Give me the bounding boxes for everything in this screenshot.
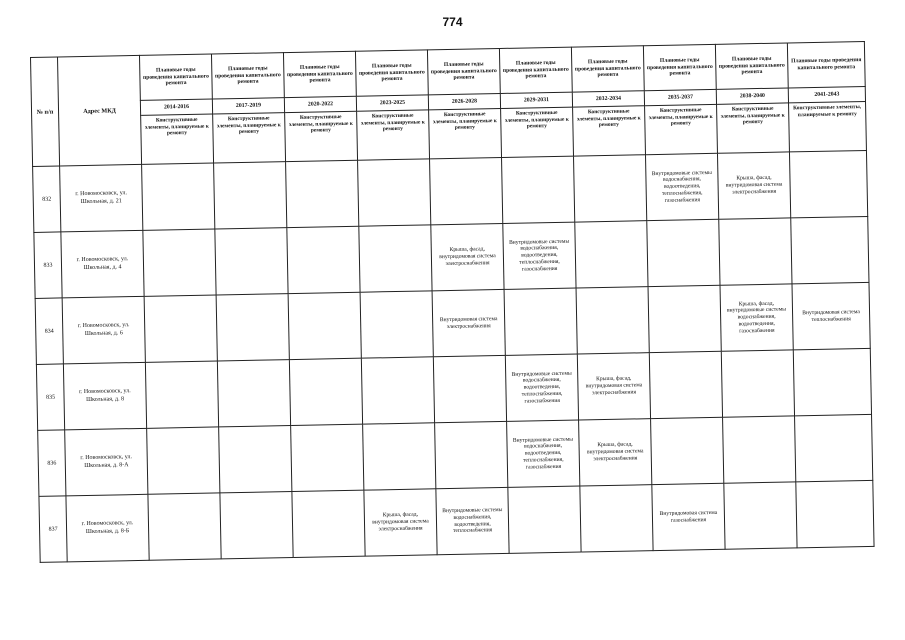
header-elements: Конструктивные элементы, планируемые к ремонту bbox=[717, 103, 790, 153]
table-cell bbox=[215, 228, 288, 295]
repair-schedule-table-wrapper bbox=[30, 41, 874, 563]
table-cell: Крыша, фасад, внутридомовые системы водоснабжения, водоотведения, газоснабжения bbox=[720, 284, 793, 351]
header-years: 2017-2019 bbox=[212, 98, 284, 114]
table-cell bbox=[361, 357, 434, 424]
header-elements: Конструктивные элементы, планируемые к ремонту bbox=[357, 110, 430, 160]
table-cell bbox=[795, 414, 873, 481]
table-cell: Крыша, фасад, внутридомовая система электроснабжения bbox=[364, 489, 437, 556]
header-period-title: Плановые годы проведения капитального ремонта bbox=[787, 41, 865, 87]
table-cell bbox=[789, 150, 867, 217]
table-cell bbox=[147, 427, 220, 494]
row-address: г. Новомосковск, ул. Школьная, д. 8 bbox=[63, 362, 146, 430]
header-elements: Конструктивные элементы, планируемые к ремонту bbox=[429, 108, 502, 158]
table-cell bbox=[292, 490, 365, 557]
header-period-title: Плановые годы проведения капитального ремонта bbox=[571, 46, 644, 92]
row-number: 832 bbox=[33, 166, 61, 233]
table-cell bbox=[435, 421, 508, 488]
table-cell: Внутридомовые системы водоснабжения, водоотведения, теплоснабжения bbox=[436, 487, 509, 554]
header-period-title: Плановые годы проведения капитального ремонта bbox=[643, 44, 716, 90]
row-address: г. Новомосковск, ул. Школьная, д. 4 bbox=[61, 230, 144, 298]
header-period-title: Плановые годы проведения капитального ремонта bbox=[355, 50, 428, 96]
table-cell: Внутридомовые системы водоснабжения, водоотведения, теплоснабжения, газоснабжения bbox=[505, 354, 578, 421]
table-cell: Внутридомовые системы водоснабжения, водоотведения, теплоснабжения, газоснабжения bbox=[645, 153, 718, 220]
header-years: 2020-2022 bbox=[284, 96, 356, 112]
table-cell bbox=[791, 216, 869, 283]
header-years: 2032-2034 bbox=[572, 91, 644, 107]
header-period-title: Плановые годы проведения капитального ремонта bbox=[427, 48, 500, 94]
table-cell bbox=[719, 218, 792, 285]
table-cell bbox=[576, 287, 649, 354]
table-cell bbox=[430, 157, 503, 224]
header-years: 2023-2025 bbox=[356, 95, 428, 111]
table-cell bbox=[291, 424, 364, 491]
header-elements: Конструктивные элементы, планируемые к ремонту bbox=[645, 104, 718, 154]
table-cell bbox=[144, 295, 217, 362]
header-number: № п/п bbox=[31, 57, 60, 166]
table-cell: Внутридомовые системы водоснабжения, водоотведения, теплоснабжения, газоснабжения bbox=[507, 420, 580, 487]
repair-schedule-table bbox=[30, 41, 875, 563]
header-period-title: Плановые годы проведения капитального ремонта bbox=[139, 54, 212, 100]
table-cell bbox=[142, 163, 215, 230]
table-cell bbox=[724, 482, 797, 549]
table-cell: Крыша, фасад, внутридомовая система электроснабжения bbox=[717, 152, 790, 219]
row-address: г. Новомосковск, ул. Школьная, д. 8-А bbox=[65, 428, 148, 496]
table-cell: Крыша, фасад, внутридомовая система электроснабжения bbox=[579, 419, 652, 486]
table-cell bbox=[214, 162, 287, 229]
table-cell bbox=[359, 225, 432, 292]
header-period-title: Плановые годы проведения капитального ремонта bbox=[715, 43, 788, 89]
header-years: 2041-2043 bbox=[788, 86, 865, 102]
row-number: 833 bbox=[34, 232, 62, 299]
table-cell bbox=[289, 358, 362, 425]
table-cell bbox=[723, 416, 796, 483]
table-cell bbox=[217, 360, 290, 427]
table-cell bbox=[216, 294, 289, 361]
table-cell bbox=[287, 226, 360, 293]
header-elements: Конструктивные элементы, планируемые к ремонту bbox=[573, 106, 646, 156]
table-cell bbox=[793, 348, 871, 415]
header-period-title: Плановые годы проведения капитального ремонта bbox=[283, 51, 356, 97]
row-address: г. Новомосковск, ул. Школьная, д. 21 bbox=[60, 164, 143, 232]
table-cell bbox=[647, 219, 720, 286]
table-cell bbox=[502, 156, 575, 223]
table-cell bbox=[721, 350, 794, 417]
header-elements: Конструктивные элементы, планируемые к ремонту bbox=[213, 113, 286, 163]
header-elements: Конструктивные элементы, планируемые к ремонту bbox=[141, 114, 214, 164]
table-cell bbox=[574, 155, 647, 222]
table-cell bbox=[433, 355, 506, 422]
table-cell bbox=[288, 292, 361, 359]
table-cell bbox=[504, 288, 577, 355]
table-cell: Крыша, фасад, внутридомовая система электроснабжения bbox=[431, 223, 504, 290]
header-years: 2014-2016 bbox=[140, 99, 212, 115]
table-cell bbox=[796, 480, 874, 547]
header-years: 2038-2040 bbox=[716, 88, 788, 104]
header-period-title: Плановые годы проведения капитального ремонта bbox=[211, 53, 284, 99]
table-cell bbox=[143, 229, 216, 296]
header-years: 2026-2028 bbox=[428, 93, 500, 109]
table-cell bbox=[651, 417, 724, 484]
table-cell: Внутридомовая система газоснабжения bbox=[652, 483, 725, 550]
row-address: г. Новомосковск, ул. Школьная, д. 8-Б bbox=[66, 494, 149, 562]
table-cell bbox=[648, 285, 721, 352]
header-elements: Конструктивные элементы, планируемые к ремонту bbox=[501, 107, 574, 157]
table-cell: Крыша, фасад, внутридомовая система электроснабжения bbox=[577, 353, 650, 420]
page-number: 774 bbox=[442, 15, 463, 29]
header-elements: Конструктивные элементы, планируемые к ремонту bbox=[789, 101, 867, 151]
table-cell bbox=[286, 160, 359, 227]
row-number: 835 bbox=[36, 364, 64, 431]
row-address: г. Новомосковск, ул. Школьная, д. 6 bbox=[62, 296, 145, 364]
header-address: Адрес МКД bbox=[58, 55, 142, 166]
row-number: 834 bbox=[35, 298, 63, 365]
table-cell: Внутридомовая система теплоснабжения bbox=[792, 282, 870, 349]
table-cell bbox=[575, 221, 648, 288]
table-cell bbox=[363, 423, 436, 490]
table-cell bbox=[508, 486, 581, 553]
table-cell: Внутридомовая система электроснабжения bbox=[432, 289, 505, 356]
table-cell bbox=[360, 291, 433, 358]
row-number: 836 bbox=[38, 430, 66, 497]
header-years: 2029-2031 bbox=[500, 92, 572, 108]
table-cell: Внутридомовые системы водоснабжения, водоотведения, теплоснабжения, газоснабжения bbox=[503, 222, 576, 289]
header-period-title: Плановые годы проведения капитального ремонта bbox=[499, 47, 572, 93]
table-cell bbox=[358, 159, 431, 226]
table-cell bbox=[219, 426, 292, 493]
table-cell bbox=[649, 351, 722, 418]
header-elements: Конструктивные элементы, планируемые к ремонту bbox=[285, 111, 358, 161]
table-cell bbox=[580, 485, 653, 552]
table-cell bbox=[220, 492, 293, 559]
row-number: 837 bbox=[39, 496, 67, 563]
header-years: 2035-2037 bbox=[644, 89, 716, 105]
table-cell bbox=[145, 361, 218, 428]
table-cell bbox=[148, 493, 221, 560]
